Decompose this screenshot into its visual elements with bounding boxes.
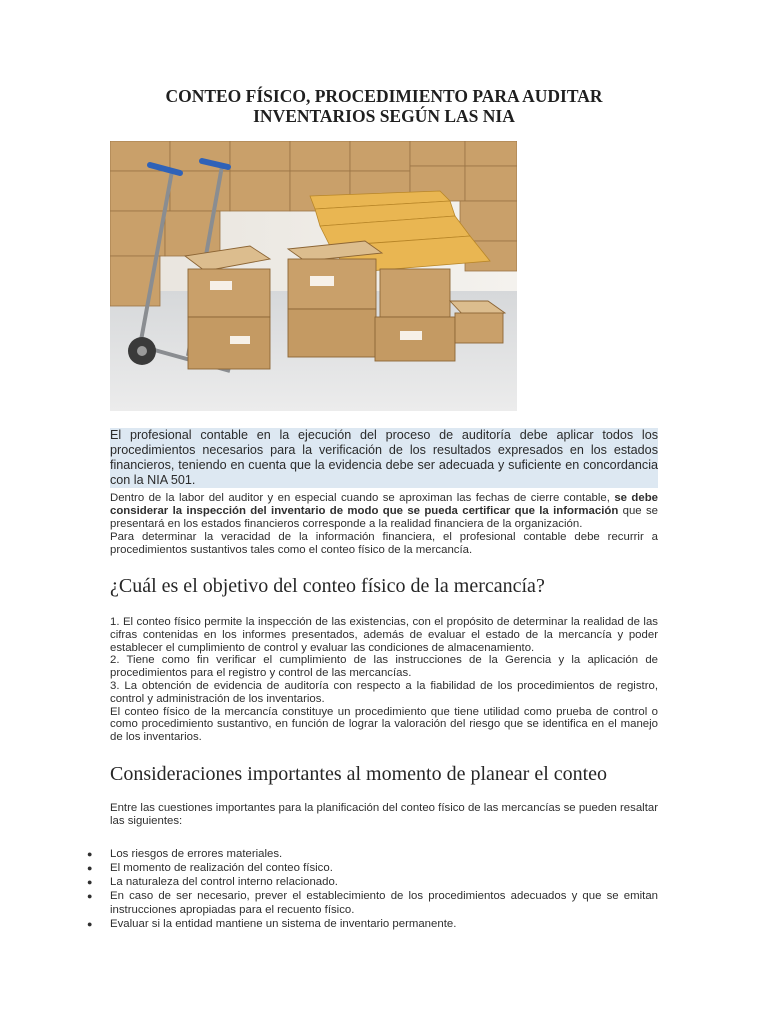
- bullet-icon: ●: [87, 877, 93, 888]
- planning-intro: Entre las cuestiones importantes para la planificación del conteo físico de las mercancías se pueden resaltar las siguientes:: [110, 802, 658, 827]
- objective-item: 3. La obtención de evidencia de auditoría con respecto a la fiabilidad de los procedimientos de registro, control y administración de los inventarios.: [110, 679, 658, 705]
- objectives-list: [110, 616, 658, 744]
- list-item: [0, 862, 658, 876]
- objective-item: 1. El conteo físico permite la inspección de las existencias, con el propósito de determinar la realidad de las cifras contenidas en los informes presentados, además de evaluar el estado de la mercancía y poder establecer el cumplimiento de control y evaluar las condiciones de almacenamiento.: [110, 616, 658, 654]
- section-heading-objective: ¿Cuál es el objetivo del conteo físico de la mercancía?: [110, 575, 545, 597]
- bullet-icon: ●: [87, 891, 93, 902]
- title-line-1: CONTEO FÍSICO, PROCEDIMIENTO PARA AUDITAR: [165, 86, 603, 106]
- intro-paragraph: [110, 492, 658, 557]
- warehouse-boxes-image: [110, 141, 517, 411]
- list-item: [0, 890, 658, 917]
- objective-item: 2. Tiene como fin verificar el cumplimiento de las instrucciones de la Gerencia y la aplicación de procedimientos para el registro y control de las mercancías.: [110, 654, 658, 680]
- list-item-text: El momento de realización del conteo físico.: [110, 862, 333, 875]
- list-item-text: Los riesgos de errores materiales.: [110, 848, 283, 860]
- highlighted-paragraph: El profesional contable en la ejecución del proceso de auditoría debe aplicar todos los procedimientos necesarios para la verificación de los resultados expresados en los estados financieros, teniendo en cuenta que la evidencia debe ser adecuada y suficiente en concordancia con la NIA 501.: [110, 428, 658, 487]
- list-item-text: En caso de ser necesario, prever el establecimiento de los procedimientos adecuados y que se emitan instrucciones apropiadas para el recuento físico.: [110, 890, 658, 916]
- intro-text-line2: Para determinar la veracidad de la información financiera, el profesional contable debe recurrir a procedimientos sustantivos tales como el conteo físico de la mercancía.: [110, 531, 658, 556]
- list-item-text: La naturaleza del control interno relacionado.: [110, 876, 338, 889]
- list-item: [0, 876, 658, 890]
- objective-item: El conteo físico de la mercancía constituye un procedimiento que tiene utilidad como prueba de control o como procedimiento sustantivo, en función de lograr la valoración del riesgo que se identifica en el manejo de los inventarios.: [110, 705, 658, 744]
- bullet-icon: ●: [87, 918, 93, 929]
- intro-bold-text: se debe considerar la inspección del inventario de modo que se pueda certificar que la información: [110, 492, 659, 517]
- bullet-icon: ●: [87, 849, 93, 859]
- bullet-icon: ●: [87, 863, 93, 874]
- section-heading-planning: Consideraciones importantes al momento de planear el conteo: [110, 763, 608, 785]
- intro-text-part2: que se presentará en los estados financieros corresponde a la realidad financiera de la organización.: [110, 505, 658, 530]
- document-title: [110, 86, 658, 126]
- title-line-2: INVENTARIOS SEGÚN LAS NIA: [253, 106, 515, 126]
- planning-bullet-list: [0, 848, 658, 932]
- list-item-text: Evaluar si la entidad mantiene un sistema de inventario permanente.: [110, 917, 457, 930]
- list-item: [0, 918, 658, 932]
- intro-text-part1: Dentro de la labor del auditor y en especial cuando se aproximan las fechas de cierre contable,: [110, 492, 615, 504]
- list-item: [0, 848, 658, 862]
